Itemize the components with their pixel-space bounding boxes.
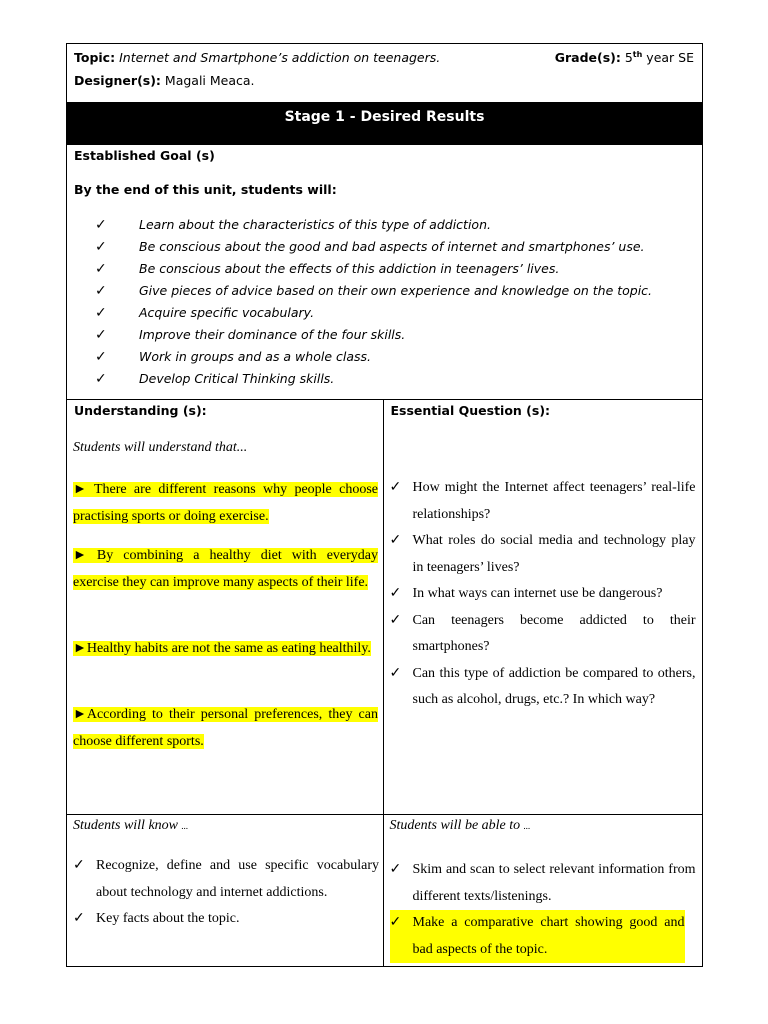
goal-item [95,258,652,280]
grade-number: 5 [624,50,633,66]
bullet-item [390,528,696,581]
goal-item-text: Acquire specific vocabulary. [139,305,315,320]
able-list [390,857,696,963]
designer-label: Designer(s): [74,73,161,88]
understanding-item-text: ► There are different reasons why people choose practising sports or doing exercise. [73,482,378,524]
bullet-item [390,661,696,714]
know-ellipsis: ... [181,821,189,831]
checkmark-icon: ✓ [95,261,107,277]
bullet-item [390,608,696,661]
grade-rest: year SE [642,50,694,66]
understanding-item-text: ► By combining a healthy diet with everyday exercise they can improve many aspects of their life. [73,548,378,590]
able-heading-text: Students will be able to [389,818,521,833]
bullet-item [73,853,379,906]
able-heading [390,818,531,834]
goal-item-text: Work in groups and as a whole class. [139,349,371,364]
goal-item [95,368,652,390]
bullet-item-text: Can this type of addiction be compared to others, such as alcohol, drugs, etc.? In which way? [412,665,696,707]
bullet-item [390,910,685,963]
understanding-item [73,477,378,530]
goals-intro: By the end of this unit, students will: [74,182,337,197]
know-heading [73,818,188,834]
bullet-item-text: Skim and scan to select relevant information from different texts/listenings. [412,862,696,904]
checkmark-icon: ✓ [95,305,107,321]
goal-item-text: Be conscious about the good and bad aspects of internet and smartphones’ use. [139,239,645,254]
know-list [73,853,379,933]
header-cell [67,44,703,103]
goal-item-text: Be conscious about the effects of this addiction in teenagers’ lives. [139,261,560,276]
established-goals-cell [67,145,703,400]
checkmark-icon: ✓ [95,283,107,299]
checkmark-icon: ✓ [95,217,107,233]
know-heading-text: Students will know [73,818,178,833]
bullet-item-text: In what ways can internet use be dangerous? [412,586,663,601]
bullet-item-text: How might the Internet affect teenagers’ real-life relationships? [412,480,696,522]
bullet-item [390,581,696,608]
checkmark-icon: ✓ [389,586,402,601]
bullet-item-text: Key facts about the topic. [96,911,240,926]
students-able-cell [383,815,703,967]
understanding-item-text: ►Healthy habits are not the same as eating healthily. [73,641,371,656]
goal-item [95,280,652,302]
goal-item [95,236,652,258]
stage-title: Stage 1 - Desired Results [67,103,703,145]
goal-item [95,346,652,368]
goal-item [95,302,652,324]
checkmark-icon: ✓ [389,612,402,628]
goal-item [95,324,652,346]
able-ellipsis: ... [523,821,531,831]
designer-line [74,73,255,88]
understanding-item [73,636,378,663]
checkmark-icon: ✓ [95,327,107,343]
checkmark-icon: ✓ [73,858,85,873]
understanding-cell [67,400,384,815]
goal-item-text: Learn about the characteristics of this type of addiction. [139,217,491,232]
essential-questions-cell [383,400,703,815]
understanding-item [73,702,378,755]
grade-label: Grade(s): [554,50,621,66]
checkmark-icon: ✓ [95,349,107,365]
essential-questions-list [390,475,696,714]
checkmark-icon: ✓ [389,862,402,877]
bullet-item-text: Recognize, define and use specific vocabulary about technology and internet addictions. [96,858,379,900]
goal-item [95,214,652,236]
understanding-item-text: ►According to their personal preferences, they can choose different sports. [73,707,378,749]
checkmark-icon: ✓ [389,915,402,930]
essential-heading: Essential Question (s): [390,403,551,418]
grade-suffix: th [632,50,643,59]
topic-label: Topic: [74,50,116,65]
checkmark-icon: ✓ [389,480,402,495]
checkmark-icon: ✓ [389,665,402,681]
stage-one-planning-table [66,43,703,967]
goal-item-text: Develop Critical Thinking skills. [139,371,335,386]
understanding-item [73,543,378,596]
understanding-subheading: Students will understand that... [73,440,248,455]
bullet-item [390,475,696,528]
topic-line [74,50,440,65]
checkmark-icon: ✓ [95,239,107,255]
bullet-item [73,906,379,933]
students-know-cell [67,815,384,967]
checkmark-icon: ✓ [389,533,402,548]
understanding-heading: Understanding (s): [74,403,207,418]
designer-value: Magali Meaca. [164,73,255,88]
topic-value: Internet and Smartphone’s addiction on teenagers. [119,50,441,65]
checkmark-icon: ✓ [73,911,85,926]
bullet-item-text: What roles do social media and technology play in teenagers’ lives? [412,533,696,575]
bullet-item [390,857,696,910]
goals-list [95,214,652,390]
checkmark-icon: ✓ [95,371,107,387]
grade-line [555,50,694,65]
goal-item-text: Improve their dominance of the four skills. [139,327,406,342]
goal-item-text: Give pieces of advice based on their own experience and knowledge on the topic. [139,283,653,298]
bullet-item-text: Make a comparative chart showing good and bad aspects of the topic. [412,915,685,957]
goals-heading: Established Goal (s) [74,148,215,163]
bullet-item-text: Can teenagers become addicted to their smartphones? [412,612,696,654]
